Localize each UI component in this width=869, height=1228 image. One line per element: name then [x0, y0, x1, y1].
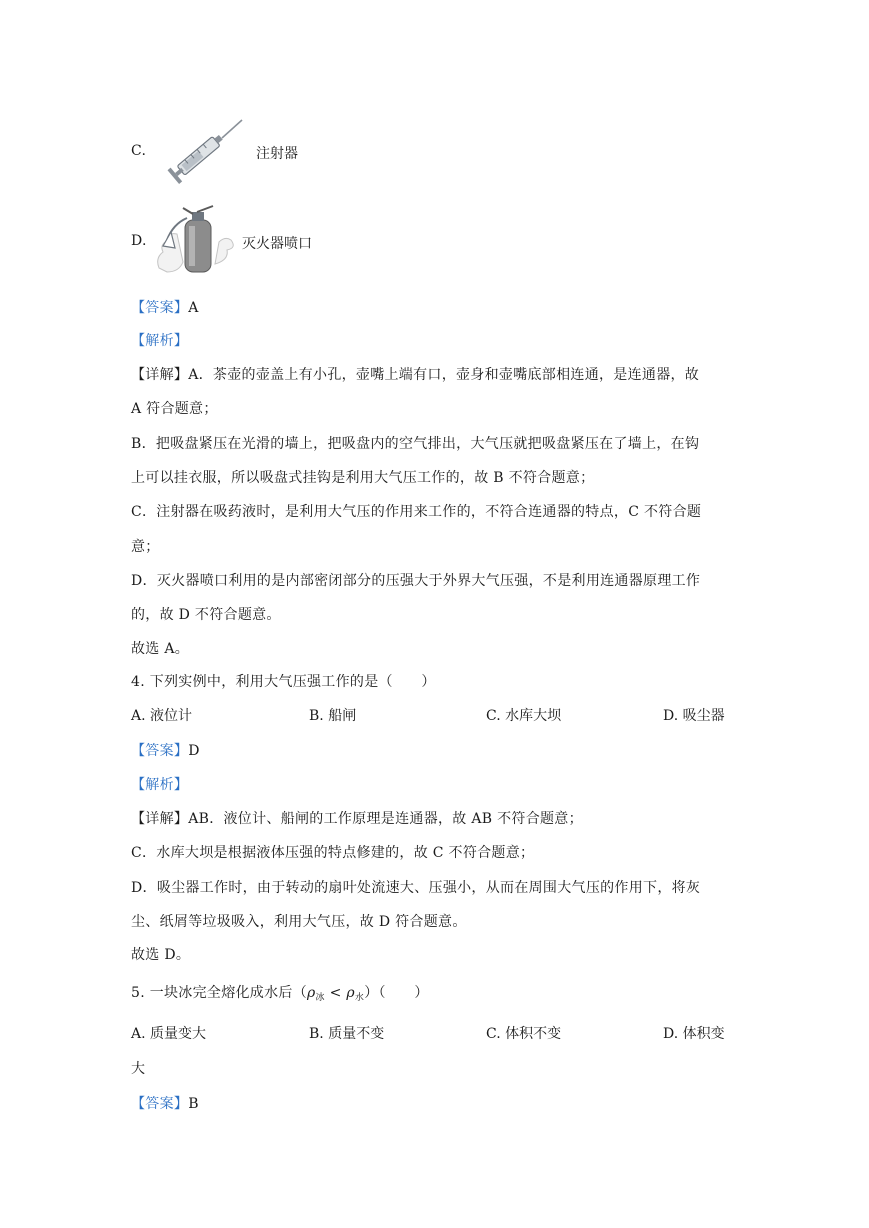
detail-tag: 【详解】 [131, 367, 189, 383]
option-d-caption: 灭火器喷口 [242, 236, 312, 252]
q3-detail-line-2: A 符合题意； [131, 401, 218, 417]
q3-detail-line-7: D．灭火器喷口利用的是内部密闭部分的压强大于外界大气压强，不是利用连通器原理工作 [131, 573, 701, 589]
q3-detail-line-8: 的，故 D 不符合题意。 [131, 607, 281, 623]
answer-tag: 【答案】 [131, 300, 189, 316]
q4-analysis [131, 774, 188, 794]
q5-answer [131, 1093, 199, 1113]
rho-symbol: ρ [346, 985, 355, 1001]
q5-option-d-wrap: 大 [131, 1061, 146, 1077]
option-d-label: D. [131, 233, 147, 249]
answer-tag: 【答案】 [131, 743, 189, 759]
q4-option-d: D. 吸尘器 [663, 708, 725, 724]
q3-detail-line-6: 意； [131, 539, 160, 555]
q4-option-a: A. 液位计 [131, 708, 193, 724]
fire-extinguisher-image [153, 202, 239, 276]
q4-detail-line-2: C．水库大坝是根据液体压强的特点修建的，故 C 不符合题意； [131, 845, 535, 861]
rho-subscript-ice: 冰 [315, 993, 325, 1003]
q4-detail-line-3: D．吸尘器工作时，由于转动的扇叶处流速大、压强小，从而在周围大气压的作用下，将灰 [131, 880, 701, 896]
q5-stem-start: 5. 一块冰完全熔化成水后（ [131, 985, 308, 1001]
option-c-label: C. [131, 143, 147, 159]
q3-analysis [131, 330, 188, 350]
q3-detail-line-5: C．注射器在吸药液时，是利用大气压的作用来工作的，不符合连通器的特点，C 不符合题 [131, 504, 702, 520]
q3-detail-line-1 [131, 364, 699, 384]
q5-option-b: B. 质量不变 [309, 1026, 385, 1042]
q5-option-c: C. 体积不变 [486, 1026, 562, 1042]
analysis-tag: 【解析】 [131, 777, 189, 793]
q5-option-d: D. 体积变 [663, 1026, 725, 1042]
answer-value: A [188, 300, 199, 316]
answer-value: D [188, 743, 200, 759]
q4-detail-line-4: 尘、纸屑等垃圾吸入，利用大气压，故 D 符合题意。 [131, 914, 467, 930]
answer-tag: 【答案】 [131, 1096, 189, 1112]
q4-option-b: B. 船闸 [309, 708, 357, 724]
q3-answer [131, 297, 199, 317]
q4-detail-line-1 [131, 808, 583, 828]
q5-option-a: A. 质量变大 [131, 1026, 207, 1042]
q4-option-c: C. 水库大坝 [486, 708, 562, 724]
q4-answer [131, 740, 200, 760]
answer-value: B [188, 1096, 199, 1112]
q3-detail-line-3: B．把吸盘紧压在光滑的墙上，把吸盘内的空气排出，大气压就把吸盘紧压在了墙上，在钩 [131, 436, 700, 452]
q3-detail-line-4: 上可以挂衣服，所以吸盘式挂钩是利用大气压工作的，故 B 不符合题意； [131, 470, 595, 486]
rho-symbol: ρ [307, 985, 316, 1001]
q4-stem: 4. 下列实例中，利用大气压强工作的是（ ） [131, 674, 436, 690]
detail-tag: 【详解】 [131, 811, 189, 827]
option-c-caption: 注射器 [256, 146, 298, 162]
less-than-sign: < [324, 985, 347, 1001]
q5-stem-end: ）（ ） [364, 985, 429, 1001]
detail-text: A．茶壶的壶盖上有小孔，壶嘴上端有口，壶身和壶嘴底部相连通，是连通器，故 [188, 367, 700, 383]
q5-stem [131, 982, 429, 1003]
syringe-image [162, 116, 248, 192]
rho-subscript-water: 水 [354, 993, 365, 1003]
analysis-tag: 【解析】 [131, 333, 189, 349]
q3-conclusion: 故选 A。 [131, 641, 190, 657]
q4-conclusion: 故选 D。 [131, 947, 191, 963]
detail-text: AB．液位计、船闸的工作原理是连通器，故 AB 不符合题意； [188, 811, 583, 827]
